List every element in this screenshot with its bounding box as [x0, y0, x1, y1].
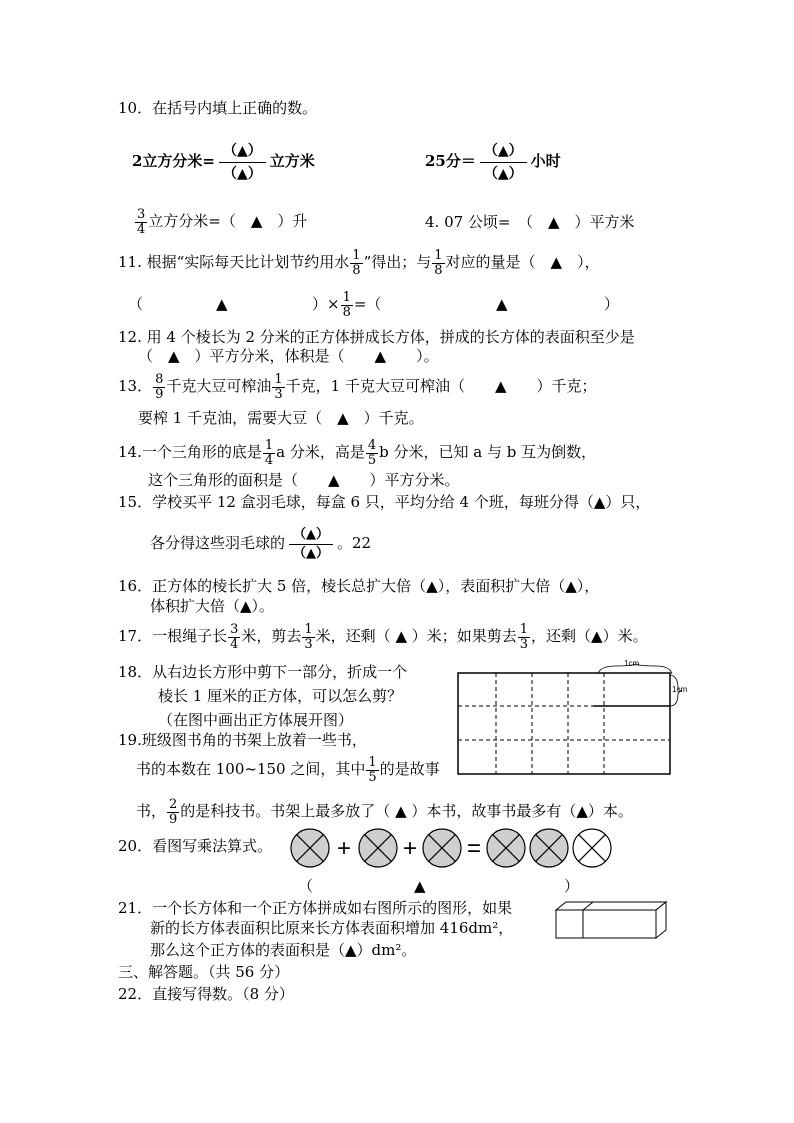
q19-p5: 的是科技书。书架上最多放了（ ▲ ）本书，故事书最多有（▲）本。	[180, 802, 633, 820]
q20-circle-1	[291, 829, 329, 867]
q10-a-denominator: （▲）	[223, 165, 262, 182]
q15-line2	[150, 520, 371, 566]
q19-p3: 的是故事	[379, 760, 440, 778]
q19-fraction-1	[366, 756, 378, 785]
q18-line2: 棱长 1 厘米的正方体，可以怎么剪？	[158, 687, 403, 705]
q10-c-fraction	[135, 208, 147, 237]
q19-f2-denominator: 9	[169, 811, 178, 827]
q11-part3: 对应的量是（ ▲ ），	[445, 253, 600, 271]
q17-f1-denominator: 4	[230, 636, 239, 652]
q20-circle-4	[487, 829, 525, 867]
q11-f1-numerator: 1	[352, 247, 361, 263]
q17-p2: 米，剪去	[241, 627, 302, 645]
q13-p1: 13．	[118, 377, 153, 395]
q13-p3: 千克，1 千克大豆可榨油（ ▲ ）千克；	[285, 377, 597, 395]
q22-heading: 22．直接写得数。（8 分）	[118, 985, 294, 1003]
q14-line2: 这个三角形的面积是（ ▲ ）平方分米。	[148, 471, 460, 489]
q18-grid-figure[interactable]	[448, 654, 688, 778]
q11-part2: ”得出；与	[363, 253, 432, 271]
q20-answer-triangle: ▲	[414, 877, 426, 895]
q19-p2: 书的本数在 100~150 之间，其中	[136, 760, 366, 778]
q14-fraction-1	[263, 439, 275, 468]
q11-f3-numerator: 1	[342, 289, 351, 305]
q13-f2-numerator: 1	[274, 371, 283, 387]
q20-circles-figure	[284, 824, 620, 874]
q10-c-denominator: 4	[137, 221, 146, 237]
q13-f2-denominator: 3	[274, 386, 283, 402]
q18-rectangle	[458, 673, 670, 774]
q10-item-a	[132, 136, 315, 186]
q15-line1: 15．学校买平 12 盒羽毛球，每盒 6 只，平均分给 4 个班，每班分得（▲）只，	[118, 493, 651, 511]
q16-line1: 16．正方体的棱长扩大 5 倍，棱长总扩大倍（▲），表面积扩大倍（▲），	[118, 577, 600, 595]
q10-item-c	[134, 206, 307, 237]
q10-b-numerator: （▲）	[480, 140, 527, 163]
q15-p3: 。22	[337, 534, 372, 552]
q13-f1-denominator: 9	[155, 386, 164, 402]
q14-p2: a 分米，高是	[276, 443, 365, 461]
q17-p1: 17．一根绳子长	[118, 627, 228, 645]
q14-f2-denominator: 5	[367, 452, 377, 468]
q10-a-prefix: 2立方分米=	[132, 152, 216, 170]
q12-line1: 12. 用 4 个棱长为 2 分米的正方体拼成长方体，拼成的长方体的表面积至少是	[118, 328, 635, 346]
q19-p4: 书，	[136, 802, 167, 820]
q15-denominator: （▲）	[293, 545, 330, 561]
q11-f2-numerator: 1	[434, 247, 443, 263]
q20-answer-open: （	[298, 877, 314, 895]
q20-circle-2	[359, 829, 397, 867]
q20-plus-1: +	[336, 835, 352, 862]
q10-a-suffix: 立方米	[269, 152, 315, 170]
q11-f3-denominator: 8	[342, 304, 351, 320]
q17-p3: 米，还剩（ ▲ ）米；如果剪去	[315, 627, 517, 645]
q15-fraction	[289, 526, 333, 563]
q20-circle-3	[423, 829, 461, 867]
q20-line1: 20．看图写乘法算式。	[118, 837, 273, 855]
q20-equals: =	[466, 835, 482, 862]
q18-line3: （在图中画出正方体展开图）	[158, 711, 354, 729]
q13-fraction-2	[272, 373, 284, 402]
q19-f1-denominator: 5	[368, 769, 377, 785]
q14-fraction-2	[366, 439, 378, 468]
q18-dashed-grid	[458, 673, 670, 774]
q11-fraction-2	[432, 249, 444, 278]
q11-fraction-1	[350, 249, 362, 278]
q14-f1-numerator: 1	[264, 437, 274, 453]
q17-f2-numerator: 1	[304, 621, 313, 637]
q21-line3: 那么这个正方体的表面积是（▲）dm²。	[150, 941, 417, 959]
q14-line1	[118, 436, 596, 468]
q18-line1: 18．从右边长方形中剪下一部分，折成一个	[118, 663, 408, 681]
q11-part1: 11. 根据“实际每天比计划节约用水	[118, 253, 350, 271]
q17-f3-denominator: 3	[519, 636, 529, 652]
q11-fraction-3	[341, 291, 353, 320]
q14-p1: 14.一个三角形的底是	[118, 443, 262, 461]
q11-row2-mid	[312, 288, 381, 320]
q19-f1-numerator: 1	[368, 754, 377, 770]
q13-line2: 要榨 1 千克油，需要大豆（ ▲ ）千克。	[138, 409, 424, 427]
q21-solid-figure	[550, 896, 674, 942]
q14-f2-numerator: 4	[367, 437, 377, 453]
q10-c-text: 立方分米=（ ▲ ）升	[148, 212, 308, 230]
q17-f1-numerator: 3	[230, 621, 239, 637]
q13-fraction-1	[153, 373, 165, 402]
q17-p4: ，还剩（▲）米。	[531, 627, 648, 645]
q10-b-suffix: 小时	[530, 152, 561, 170]
q15-p2: 各分得这些羽毛球的	[150, 534, 286, 552]
q15-numerator: （▲）	[289, 526, 333, 545]
q11-row2-eq: =（	[353, 295, 382, 313]
q11-row2-end: ）	[604, 295, 620, 313]
q14-p3: b 分米，已知 a 与 b 互为倒数，	[379, 443, 597, 461]
q11-row2-triangle-2: ▲	[496, 295, 508, 313]
q13-f1-numerator: 8	[155, 371, 164, 387]
q13-p2: 千克大豆可榨油	[166, 377, 272, 395]
q10-a-fraction	[219, 140, 266, 185]
q10-b-fraction	[480, 140, 527, 185]
q11-row2-open: （	[128, 295, 144, 313]
q19-line1: 19.班级图书角的书架上放着一些书，	[118, 731, 367, 749]
q20-answer-close: ）	[564, 877, 580, 895]
q17-f3-numerator: 1	[519, 621, 529, 637]
q19-f2-numerator: 2	[169, 796, 178, 812]
q17-line	[118, 620, 648, 652]
q17-fraction-3	[518, 623, 530, 652]
q17-fraction-1	[228, 623, 240, 652]
q19-line3	[136, 794, 633, 828]
q10-item-d: 4. 07 公顷= （ ▲ ）平方米	[425, 213, 635, 231]
q10-a-numerator: （▲）	[219, 140, 266, 163]
q19-fraction-2	[167, 798, 179, 827]
q19-line2	[136, 752, 440, 786]
q18-label-top: 1cm	[624, 659, 640, 668]
q14-f1-denominator: 4	[264, 452, 274, 468]
q10-heading: 10．在括号内填上正确的数。	[118, 99, 318, 117]
q11-row2-close: ）×	[312, 295, 340, 313]
section-3-heading: 三、解答题。（共 56 分）	[118, 963, 290, 981]
q20-circle-6	[573, 829, 611, 867]
q20-circle-5	[530, 829, 568, 867]
q11-f2-denominator: 8	[434, 262, 443, 278]
q10-b-denominator: （▲）	[483, 165, 523, 182]
q10-item-b	[425, 136, 561, 186]
q20-plus-2: +	[402, 835, 418, 862]
q16-line2: 体积扩大倍（▲）。	[150, 597, 275, 615]
q12-line2: （ ▲ ）平方分米，体积是（ ▲ ）。	[138, 347, 439, 365]
q10-b-prefix: 25分＝	[425, 152, 476, 170]
q10-c-numerator: 3	[137, 206, 146, 222]
q18-label-side: 1cm	[672, 685, 688, 694]
q11-f1-denominator: 8	[352, 262, 361, 278]
q21-line1: 21．一个长方体和一个正方体拼成如右图所示的图形，如果	[118, 899, 513, 917]
q13-line1	[118, 370, 597, 402]
q17-f2-denominator: 3	[304, 636, 313, 652]
q17-fraction-2	[302, 623, 314, 652]
q11-line1	[118, 246, 600, 278]
q11-row2-triangle: ▲	[216, 295, 228, 313]
q21-line2: 新的长方体表面积比原来长方体表面积增加 416dm²，	[150, 919, 514, 937]
